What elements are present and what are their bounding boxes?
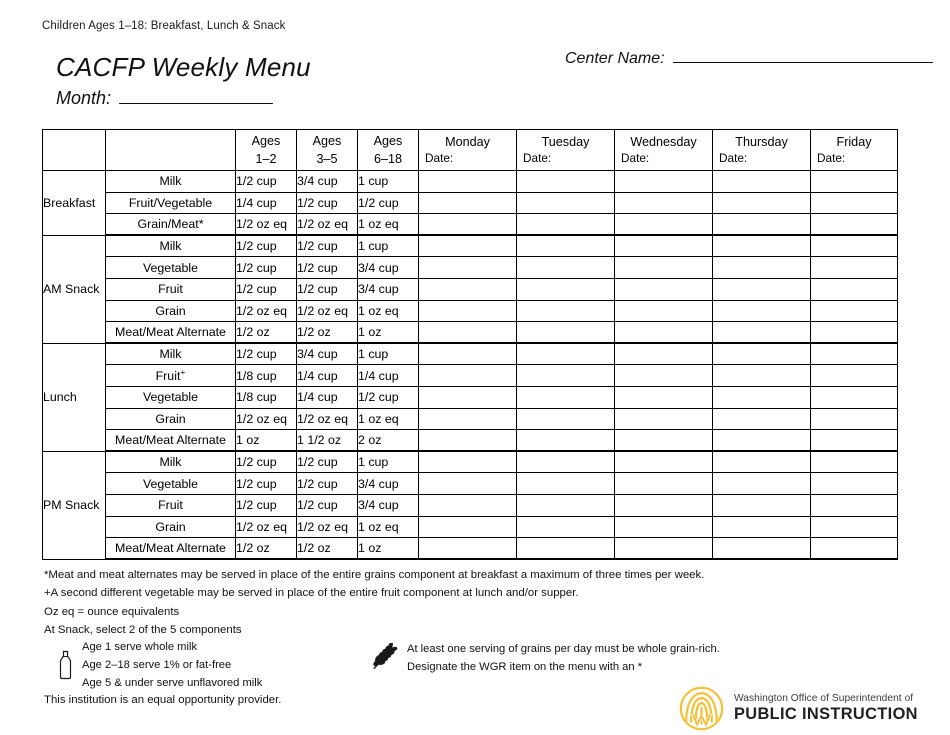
footnote-second-vegetable: +A second different vegetable may be served in place of the entire fruit component at lunch and/or supper. — [44, 587, 579, 600]
menu-entry-cell[interactable] — [615, 343, 713, 365]
table-row — [43, 278, 898, 300]
table-header — [43, 130, 898, 171]
menu-entry-cell[interactable] — [517, 257, 615, 279]
menu-entry-cell[interactable] — [419, 192, 517, 214]
milk-note-line-1: Age 1 serve whole milk — [82, 641, 198, 653]
menu-entry-cell[interactable] — [811, 322, 898, 344]
menu-entry-cell[interactable] — [713, 235, 811, 257]
milk-note-line-2: Age 2–18 serve 1% or fat-free — [82, 659, 232, 672]
component-label — [106, 235, 236, 257]
menu-entry-cell[interactable] — [811, 494, 898, 516]
menu-entry-cell[interactable] — [517, 214, 615, 236]
menu-entry-cell[interactable] — [615, 430, 713, 452]
amount-a3-5: 1/2 oz eq — [297, 300, 358, 322]
ages-label-line1: Ages — [312, 133, 342, 148]
menu-entry-cell[interactable] — [419, 171, 517, 193]
menu-entry-cell[interactable] — [419, 408, 517, 430]
table-row — [43, 171, 898, 193]
footnotes — [44, 566, 904, 640]
amount-a1-2: 1/2 cup — [236, 257, 297, 279]
component-label — [106, 408, 236, 430]
menu-entry-cell[interactable] — [517, 278, 615, 300]
amount-a1-2: 1/2 cup — [236, 278, 297, 300]
amount-a3-5: 1/2 cup — [297, 257, 358, 279]
ages-label-line1: Ages — [373, 133, 403, 148]
day-label: Thursday — [735, 135, 788, 149]
menu-entry-cell[interactable] — [713, 538, 811, 560]
menu-entry-cell[interactable] — [419, 516, 517, 538]
header-day-thursday — [713, 130, 811, 171]
date-label: Date: — [523, 151, 552, 165]
menu-entry-cell[interactable] — [615, 473, 713, 495]
component-label — [106, 171, 236, 193]
amount-a1-2: 1/2 oz eq — [236, 516, 297, 538]
component-text: Fruit — [158, 498, 183, 513]
menu-entry-cell[interactable] — [419, 322, 517, 344]
menu-entry-cell[interactable] — [811, 386, 898, 408]
center-name-blank-line[interactable] — [673, 61, 933, 63]
amount-a3-5: 1/2 cup — [297, 278, 358, 300]
amount-a1-2: 1/2 oz — [236, 322, 297, 344]
header-component-blank — [106, 130, 236, 171]
menu-entry-cell[interactable] — [517, 322, 615, 344]
menu-entry-cell[interactable] — [713, 214, 811, 236]
table-row — [43, 343, 898, 365]
amount-a6-18: 1 cup — [358, 451, 419, 473]
table-body — [43, 171, 898, 560]
milk-bottle-icon — [58, 650, 73, 680]
menu-entry-cell[interactable] — [615, 171, 713, 193]
date-label: Date: — [817, 151, 846, 165]
amount-a1-2: 1/2 cup — [236, 473, 297, 495]
menu-entry-cell[interactable] — [517, 365, 615, 387]
menu-entry-cell[interactable] — [811, 408, 898, 430]
amount-a1-2: 1/8 cup — [236, 365, 297, 387]
menu-entry-cell[interactable] — [811, 171, 898, 193]
ages-label-line2: 1–2 — [255, 152, 277, 166]
header-day-tuesday — [517, 130, 615, 171]
component-text: Milk — [159, 347, 182, 362]
menu-entry-cell[interactable] — [713, 171, 811, 193]
footnote-meat-alternate: *Meat and meat alternates may be served in place of the entire grains component at breakfast a maximum of three times per week. — [44, 569, 705, 581]
component-text: Milk — [159, 174, 182, 189]
menu-entry-cell[interactable] — [419, 494, 517, 516]
menu-entry-cell[interactable] — [615, 235, 713, 257]
amount-a6-18: 1 oz — [358, 322, 419, 344]
component-text: Milk — [159, 239, 182, 254]
amount-a3-5: 1/2 oz eq — [297, 214, 358, 236]
menu-entry-cell[interactable] — [615, 516, 713, 538]
grain-note-line-1: At least one serving of grains per day must be whole grain-rich. — [407, 643, 720, 655]
table-row — [43, 235, 898, 257]
amount-a6-18: 1/4 cup — [358, 365, 419, 387]
menu-entry-cell[interactable] — [811, 538, 898, 560]
menu-entry-cell[interactable] — [615, 322, 713, 344]
menu-entry-cell[interactable] — [419, 257, 517, 279]
menu-entry-cell[interactable] — [517, 408, 615, 430]
component-superscript: + — [180, 366, 186, 377]
menu-entry-cell[interactable] — [713, 516, 811, 538]
menu-entry-cell[interactable] — [811, 300, 898, 322]
menu-entry-cell[interactable] — [615, 386, 713, 408]
menu-entry-cell[interactable] — [713, 343, 811, 365]
header-row — [43, 130, 898, 171]
ages-label-line1: Ages — [251, 133, 281, 148]
day-label: Monday — [445, 135, 490, 149]
amount-a6-18: 1/2 cup — [358, 386, 419, 408]
menu-entry-cell[interactable] — [713, 365, 811, 387]
component-label — [106, 538, 236, 560]
table-row — [43, 408, 898, 430]
ospi-logo-line-1: Washington Office of Superintendent of — [734, 692, 914, 704]
amount-a6-18: 3/4 cup — [358, 494, 419, 516]
amount-a1-2: 1/2 oz eq — [236, 408, 297, 430]
wheat-stalk-icon — [370, 643, 398, 673]
menu-entry-cell[interactable] — [615, 257, 713, 279]
menu-entry-cell[interactable] — [713, 300, 811, 322]
amount-a6-18: 1/2 cup — [358, 192, 419, 214]
menu-entry-cell[interactable] — [419, 300, 517, 322]
amount-a1-2: 1/2 oz eq — [236, 300, 297, 322]
table-row — [43, 365, 898, 387]
component-text: Grain — [155, 519, 186, 534]
menu-entry-cell[interactable] — [419, 343, 517, 365]
table-row — [43, 451, 898, 473]
component-label — [106, 257, 236, 279]
day-label: Wednesday — [630, 135, 697, 149]
menu-entry-cell[interactable] — [615, 451, 713, 473]
menu-entry-cell[interactable] — [517, 451, 615, 473]
menu-entry-cell[interactable] — [713, 473, 811, 495]
milk-note — [58, 638, 262, 692]
table-row — [43, 257, 898, 279]
table-row — [43, 494, 898, 516]
amount-a6-18: 1 cup — [358, 171, 419, 193]
amount-a1-2: 1/2 cup — [236, 451, 297, 473]
date-label: Date: — [719, 151, 748, 165]
amount-a3-5: 3/4 cup — [297, 343, 358, 365]
amount-a6-18: 1 oz eq — [358, 214, 419, 236]
component-label — [106, 343, 236, 365]
menu-entry-cell[interactable] — [811, 214, 898, 236]
amount-a1-2: 1/8 cup — [236, 386, 297, 408]
menu-entry-cell[interactable] — [517, 516, 615, 538]
header-ages-6-18 — [358, 130, 419, 171]
meal-label-lunch: Lunch — [43, 343, 106, 451]
amount-a6-18: 3/4 cup — [358, 278, 419, 300]
table-row — [43, 473, 898, 495]
component-label — [106, 386, 236, 408]
header-day-monday — [419, 130, 517, 171]
amount-a6-18: 1 oz eq — [358, 300, 419, 322]
amount-a6-18: 2 oz — [358, 430, 419, 452]
component-text: Vegetable — [142, 260, 199, 275]
ages-label-line2: 3–5 — [316, 152, 338, 166]
ospi-logo-line-2: PUBLIC INSTRUCTION — [734, 705, 918, 724]
menu-entry-cell[interactable] — [811, 430, 898, 452]
grain-note-lines — [407, 640, 720, 676]
ospi-logo-mark-icon — [678, 686, 725, 731]
component-label — [106, 300, 236, 322]
component-text: Fruit — [158, 282, 183, 297]
menu-entry-cell[interactable] — [811, 192, 898, 214]
amount-a6-18: 1 oz eq — [358, 516, 419, 538]
component-label — [106, 430, 236, 452]
table-row — [43, 538, 898, 560]
menu-entry-cell[interactable] — [713, 430, 811, 452]
amount-a1-2: 1/2 cup — [236, 235, 297, 257]
menu-entry-cell[interactable] — [615, 192, 713, 214]
amount-a3-5: 3/4 cup — [297, 171, 358, 193]
day-label: Tuesday — [541, 135, 590, 149]
component-text: Meat/Meat Alternate — [115, 433, 226, 448]
page-title: CACFP Weekly Menu — [56, 52, 311, 82]
menu-entry-cell[interactable] — [615, 408, 713, 430]
menu-entry-cell[interactable] — [517, 473, 615, 495]
menu-entry-cell[interactable] — [615, 278, 713, 300]
amount-a1-2: 1/4 cup — [236, 192, 297, 214]
menu-entry-cell[interactable] — [811, 451, 898, 473]
ages-label-line2: 6–18 — [373, 152, 403, 166]
menu-entry-cell[interactable] — [811, 516, 898, 538]
milk-note-lines — [82, 638, 262, 692]
amount-a6-18: 1 cup — [358, 235, 419, 257]
component-label — [106, 494, 236, 516]
header-ages-3-5 — [297, 130, 358, 171]
ospi-logo-text — [734, 694, 918, 724]
header-day-friday — [811, 130, 898, 171]
menu-entry-cell[interactable] — [811, 343, 898, 365]
menu-entry-cell[interactable] — [517, 386, 615, 408]
table-row — [43, 300, 898, 322]
amount-a3-5: 1/2 oz — [297, 538, 358, 560]
header-meal-blank — [43, 130, 106, 171]
amount-a3-5: 1/4 cup — [297, 365, 358, 387]
amount-a6-18: 3/4 cup — [358, 473, 419, 495]
component-label — [106, 278, 236, 300]
component-text: Meat/Meat Alternate — [115, 325, 226, 340]
amount-a3-5: 1/2 cup — [297, 235, 358, 257]
component-text: Grain — [155, 411, 186, 426]
amount-a3-5: 1/2 oz eq — [297, 516, 358, 538]
menu-entry-cell[interactable] — [811, 257, 898, 279]
ospi-logo — [678, 686, 918, 731]
menu-entry-cell[interactable] — [517, 538, 615, 560]
component-text: Meat/Meat Alternate — [115, 541, 226, 556]
meal-label-pm-snack: PM Snack — [43, 451, 106, 559]
date-label: Date: — [425, 151, 454, 165]
amount-a3-5: 1/4 cup — [297, 386, 358, 408]
menu-entry-cell[interactable] — [713, 257, 811, 279]
amount-a3-5: 1/2 oz — [297, 322, 358, 344]
amount-a1-2: 1/2 cup — [236, 494, 297, 516]
amount-a3-5: 1/2 cup — [297, 192, 358, 214]
component-text: Vegetable — [142, 390, 199, 405]
center-name-label: Center Name: — [565, 50, 665, 67]
menu-entry-cell[interactable] — [419, 235, 517, 257]
menu-entry-cell[interactable] — [615, 494, 713, 516]
component-text: Grain/Meat* — [137, 217, 204, 232]
amount-a6-18: 3/4 cup — [358, 257, 419, 279]
page-kicker: Children Ages 1–18: Breakfast, Lunch & Snack — [42, 20, 286, 32]
amount-a6-18: 1 oz — [358, 538, 419, 560]
component-text: Fruit/Vegetable — [128, 195, 213, 210]
menu-entry-cell[interactable] — [517, 300, 615, 322]
menu-entry-cell[interactable] — [419, 538, 517, 560]
footnote-snack-components: At Snack, select 2 of the 5 components — [44, 624, 242, 637]
menu-entry-cell[interactable] — [811, 473, 898, 495]
menu-entry-cell[interactable] — [419, 473, 517, 495]
component-label — [106, 192, 236, 214]
meal-label-breakfast: Breakfast — [43, 171, 106, 236]
menu-entry-cell[interactable] — [517, 343, 615, 365]
grain-note-line-2: Designate the WGR item on the menu with an * — [407, 661, 643, 674]
grain-note — [370, 640, 720, 676]
menu-entry-cell[interactable] — [517, 430, 615, 452]
center-name-field — [565, 50, 933, 68]
menu-entry-cell[interactable] — [713, 408, 811, 430]
meal-label-am-snack: AM Snack — [43, 235, 106, 343]
table-row — [43, 214, 898, 236]
menu-entry-cell[interactable] — [713, 278, 811, 300]
menu-entry-cell[interactable] — [419, 451, 517, 473]
header-ages-1-2 — [236, 130, 297, 171]
component-label — [106, 473, 236, 495]
table-row — [43, 322, 898, 344]
menu-entry-cell[interactable] — [713, 494, 811, 516]
date-label: Date: — [621, 151, 650, 165]
table-row — [43, 192, 898, 214]
menu-entry-cell[interactable] — [419, 365, 517, 387]
menu-entry-cell[interactable] — [713, 386, 811, 408]
icon-notes — [44, 638, 914, 690]
day-label: Friday — [836, 135, 872, 149]
month-label: Month: — [56, 88, 112, 108]
menu-entry-cell[interactable] — [713, 451, 811, 473]
menu-entry-cell[interactable] — [615, 300, 713, 322]
menu-entry-cell[interactable] — [615, 214, 713, 236]
month-field — [56, 88, 273, 109]
header-day-wednesday — [615, 130, 713, 171]
amount-a1-2: 1/2 oz — [236, 538, 297, 560]
menu-entry-cell[interactable] — [811, 235, 898, 257]
menu-entry-cell[interactable] — [811, 278, 898, 300]
amount-a1-2: 1/2 cup — [236, 343, 297, 365]
menu-entry-cell[interactable] — [615, 538, 713, 560]
amount-a3-5: 1 1/2 oz — [297, 430, 358, 452]
component-label — [106, 516, 236, 538]
equal-opportunity-statement: This institution is an equal opportunity provider. — [44, 694, 282, 706]
menu-entry-cell[interactable] — [419, 386, 517, 408]
menu-entry-cell[interactable] — [713, 192, 811, 214]
menu-entry-cell[interactable] — [517, 192, 615, 214]
amount-a3-5: 1/2 cup — [297, 451, 358, 473]
component-text: Fruit — [155, 368, 181, 383]
menu-table — [42, 129, 898, 560]
component-label — [106, 214, 236, 236]
amount-a3-5: 1/2 cup — [297, 473, 358, 495]
menu-entry-cell[interactable] — [811, 365, 898, 387]
amount-a1-2: 1 oz — [236, 430, 297, 452]
footnote-oz-eq: Oz eq = ounce equivalents — [44, 605, 180, 618]
menu-entry-cell[interactable] — [517, 235, 615, 257]
month-blank-line[interactable] — [119, 102, 273, 104]
amount-a1-2: 1/2 cup — [236, 171, 297, 193]
menu-entry-cell[interactable] — [419, 430, 517, 452]
component-label — [106, 451, 236, 473]
milk-note-line-3: Age 5 & under serve unflavored milk — [82, 677, 263, 690]
menu-entry-cell[interactable] — [419, 214, 517, 236]
menu-entry-cell[interactable] — [419, 278, 517, 300]
table-row — [43, 516, 898, 538]
amount-a3-5: 1/2 oz eq — [297, 408, 358, 430]
table-row — [43, 386, 898, 408]
menu-entry-cell[interactable] — [517, 494, 615, 516]
menu-entry-cell[interactable] — [517, 171, 615, 193]
menu-entry-cell[interactable] — [615, 365, 713, 387]
component-text: Grain — [155, 303, 186, 318]
amount-a6-18: 1 oz eq — [358, 408, 419, 430]
menu-entry-cell[interactable] — [713, 322, 811, 344]
component-label — [106, 322, 236, 344]
table-row — [43, 430, 898, 452]
component-label — [106, 365, 236, 387]
amount-a1-2: 1/2 oz eq — [236, 214, 297, 236]
component-text: Milk — [159, 455, 182, 470]
component-text: Vegetable — [142, 476, 199, 491]
amount-a3-5: 1/2 cup — [297, 494, 358, 516]
amount-a6-18: 1 cup — [358, 343, 419, 365]
